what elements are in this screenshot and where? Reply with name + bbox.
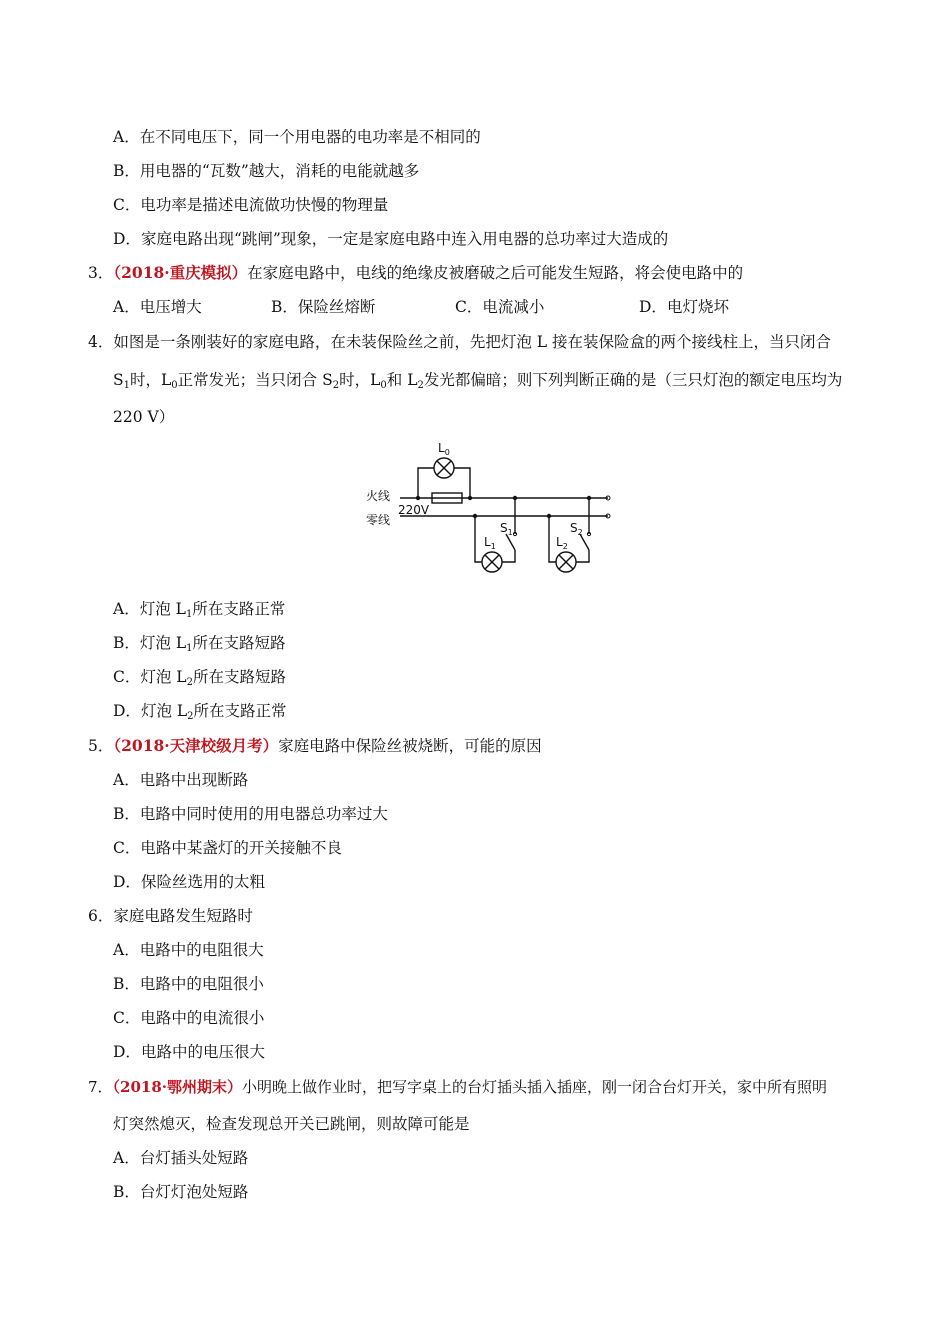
lamp-L1-label: $L_1$ bbox=[484, 535, 496, 551]
q3-option-c: C．电流减小 bbox=[455, 298, 545, 316]
q7-source: （2018·鄂州期末） bbox=[112, 1078, 243, 1096]
q2-option-a: A．在不同电压下，同一个用电器的电功率是不相同的 bbox=[113, 128, 481, 146]
circuit-diagram bbox=[360, 438, 620, 578]
q2-option-b: B．用电器的“瓦数”越大，消耗的电能就越多 bbox=[113, 162, 420, 180]
q6-option-b: B．电路中的电阻很小 bbox=[113, 975, 264, 993]
q5-option-b: B．电路中同时使用的用电器总功率过大 bbox=[113, 805, 388, 823]
q3-option-d: D．电灯烧坏 bbox=[639, 298, 729, 316]
q5-option-c: C．电路中某盏灯的开关接触不良 bbox=[113, 839, 342, 857]
q7-stem-line2: 灯突然熄灭，检查发现总开关已跳闸，则故障可能是 bbox=[113, 1115, 470, 1133]
lamp-L2-label: $L_2$ bbox=[556, 535, 568, 551]
q2-option-d: D．家庭电路出现“跳闸”现象，一定是家庭电路中连入用电器的总功率过大造成的 bbox=[113, 230, 669, 248]
q3-source: （2018·重庆模拟） bbox=[113, 263, 248, 282]
voltage-label: 220V bbox=[398, 503, 430, 517]
live-wire-label: 火线 bbox=[366, 489, 391, 503]
q4-option-a: A．灯泡 $L_1$所在支路正常 bbox=[113, 600, 286, 620]
switch-S1-label: $S_1$ bbox=[500, 521, 513, 537]
q5-stem: 5．（2018·天津校级月考）家庭电路中保险丝被烧断，可能的原因 bbox=[88, 736, 542, 755]
q3-option-b: B．保险丝熔断 bbox=[271, 298, 376, 316]
q4-stem-line3: 220 V） bbox=[113, 408, 175, 426]
q4-stem-line2: $S_1$时，$L_0$正常发光；当只闭合 $S_2$时，$L_0$和 $L_2$发光都偏暗；则下列判断正确的是（三只灯泡的额定电压均为 bbox=[113, 371, 843, 391]
q3-option-a: A．电压增大 bbox=[113, 298, 202, 316]
q4-option-b: B．灯泡 $L_1$所在支路短路 bbox=[113, 634, 286, 654]
q6-option-c: C．电路中的电流很小 bbox=[113, 1009, 265, 1027]
switch-S2-label: $S_2$ bbox=[570, 521, 583, 537]
q5-source: （2018·天津校级月考） bbox=[113, 736, 279, 755]
q6-option-a: A．电路中的电阻很大 bbox=[113, 941, 264, 959]
q7-stem-line1: 7．（2018·鄂州期末）小明晚上做作业时，把写字桌上的台灯插头插入插座，刚一闭合台灯开关，家中所有照明 bbox=[88, 1078, 828, 1096]
q5-option-a: A．电路中出现断路 bbox=[113, 771, 249, 789]
lamp-L0-label: $L_0$ bbox=[438, 441, 450, 457]
q5-option-d: D．保险丝选用的太粗 bbox=[113, 873, 265, 891]
q6-option-d: D．电路中的电压很大 bbox=[113, 1043, 265, 1061]
q6-stem: 6．家庭电路发生短路时 bbox=[88, 907, 253, 925]
q4-stem-line1: 4．如图是一条刚装好的家庭电路，在未装保险丝之前，先把灯泡 L 接在装保险盒的两个接线柱上，当只闭合 bbox=[88, 333, 832, 351]
q7-option-a: A．台灯插头处短路 bbox=[113, 1149, 249, 1167]
q7-option-b: B．台灯灯泡处短路 bbox=[113, 1183, 249, 1201]
q4-option-d: D．灯泡 $L_2$所在支路正常 bbox=[113, 702, 287, 722]
neutral-wire-label: 零线 bbox=[366, 513, 391, 527]
q4-option-c: C．灯泡 $L_2$所在支路短路 bbox=[113, 668, 286, 688]
q3-stem: 3．（2018·重庆模拟）在家庭电路中，电线的绝缘皮被磨破之后可能发生短路，将会使电路中的 bbox=[88, 263, 744, 282]
q2-option-c: C．电功率是描述电流做功快慢的物理量 bbox=[113, 196, 389, 214]
